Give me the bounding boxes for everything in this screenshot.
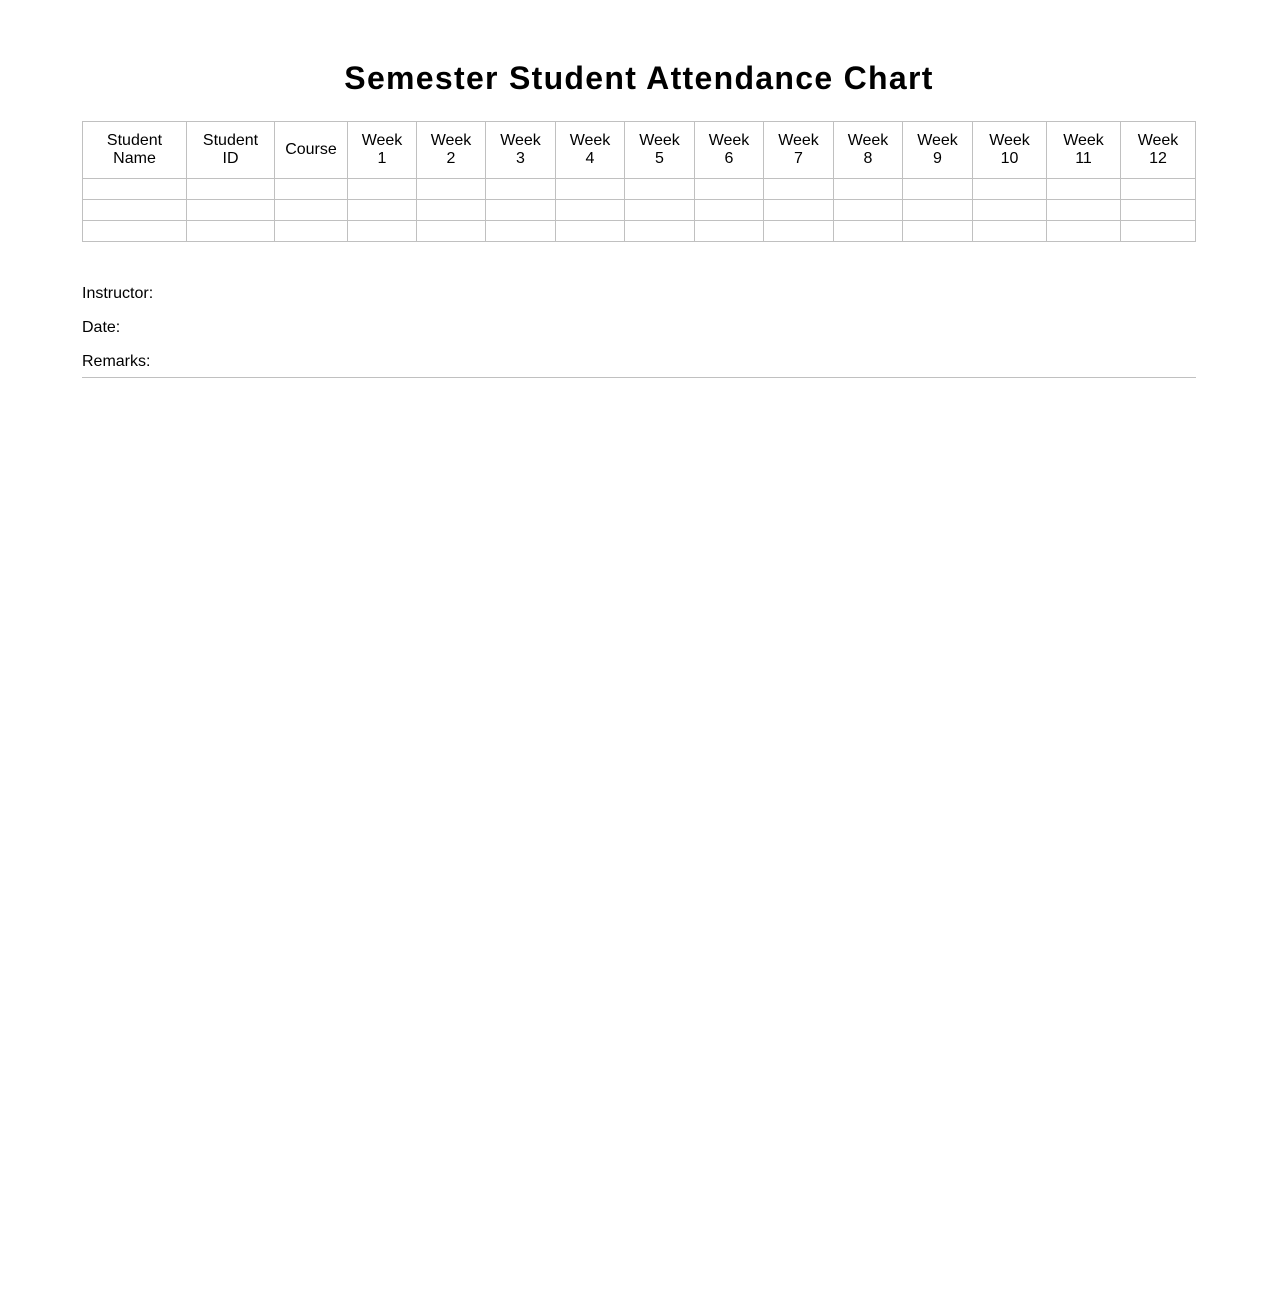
table-cell[interactable]	[275, 200, 348, 221]
instructor-label: Instructor:	[82, 285, 154, 302]
table-row	[83, 200, 1196, 221]
table-cell[interactable]	[275, 221, 348, 242]
header-week-1: Week 1	[348, 122, 417, 179]
table-cell[interactable]	[695, 200, 764, 221]
header-week-11: Week 11	[1047, 122, 1121, 179]
table-cell[interactable]	[1121, 221, 1196, 242]
header-week-4: Week 4	[556, 122, 625, 179]
table-cell[interactable]	[486, 179, 556, 200]
table-cell[interactable]	[973, 221, 1047, 242]
attendance-table	[82, 121, 1196, 242]
table-cell[interactable]	[348, 179, 417, 200]
table-cell[interactable]	[973, 200, 1047, 221]
header-course: Course	[275, 122, 348, 179]
table-cell[interactable]	[625, 221, 695, 242]
header-week-6: Week 6	[695, 122, 764, 179]
header-week-10: Week 10	[973, 122, 1047, 179]
table-cell[interactable]	[1121, 179, 1196, 200]
table-cell[interactable]	[834, 200, 903, 221]
table-cell[interactable]	[764, 221, 834, 242]
table-row	[83, 221, 1196, 242]
table-cell[interactable]	[1121, 200, 1196, 221]
table-cell[interactable]	[556, 200, 625, 221]
table-cell[interactable]	[348, 200, 417, 221]
table-cell[interactable]	[275, 179, 348, 200]
table-cell[interactable]	[1047, 221, 1121, 242]
table-cell[interactable]	[834, 221, 903, 242]
table-cell[interactable]	[556, 221, 625, 242]
table-cell[interactable]	[834, 179, 903, 200]
table-cell[interactable]	[83, 179, 187, 200]
header-week-5: Week 5	[625, 122, 695, 179]
table-cell[interactable]	[695, 179, 764, 200]
remarks-label: Remarks:	[82, 352, 1196, 378]
header-week-8: Week 8	[834, 122, 903, 179]
table-cell[interactable]	[187, 221, 275, 242]
table-cell[interactable]	[486, 221, 556, 242]
table-cell[interactable]	[417, 221, 486, 242]
table-cell[interactable]	[903, 221, 973, 242]
signature-section	[82, 284, 1196, 378]
header-week-2: Week 2	[417, 122, 486, 179]
table-cell[interactable]	[1047, 179, 1121, 200]
table-cell[interactable]	[417, 179, 486, 200]
table-cell[interactable]	[417, 200, 486, 221]
table-row	[83, 179, 1196, 200]
table-cell[interactable]	[973, 179, 1047, 200]
table-cell[interactable]	[83, 221, 187, 242]
page-title: Semester Student Attendance Chart	[344, 60, 934, 96]
table-cell[interactable]	[625, 179, 695, 200]
header-week-7: Week 7	[764, 122, 834, 179]
header-student-name: Student Name	[83, 122, 187, 179]
header-week-3: Week 3	[486, 122, 556, 179]
table-cell[interactable]	[764, 179, 834, 200]
table-cell[interactable]	[348, 221, 417, 242]
table-cell[interactable]	[187, 200, 275, 221]
table-cell[interactable]	[83, 200, 187, 221]
table-cell[interactable]	[903, 179, 973, 200]
table-cell[interactable]	[764, 200, 834, 221]
table-cell[interactable]	[1047, 200, 1121, 221]
header-week-9: Week 9	[903, 122, 973, 179]
header-row	[83, 122, 1196, 179]
header-week-12: Week 12	[1121, 122, 1196, 179]
table-cell[interactable]	[486, 200, 556, 221]
table-cell[interactable]	[903, 200, 973, 221]
table-cell[interactable]	[625, 200, 695, 221]
table-cell[interactable]	[695, 221, 764, 242]
table-cell[interactable]	[556, 179, 625, 200]
header-student-id: Student ID	[187, 122, 275, 179]
table-cell[interactable]	[187, 179, 275, 200]
date-label: Date:	[82, 319, 121, 336]
